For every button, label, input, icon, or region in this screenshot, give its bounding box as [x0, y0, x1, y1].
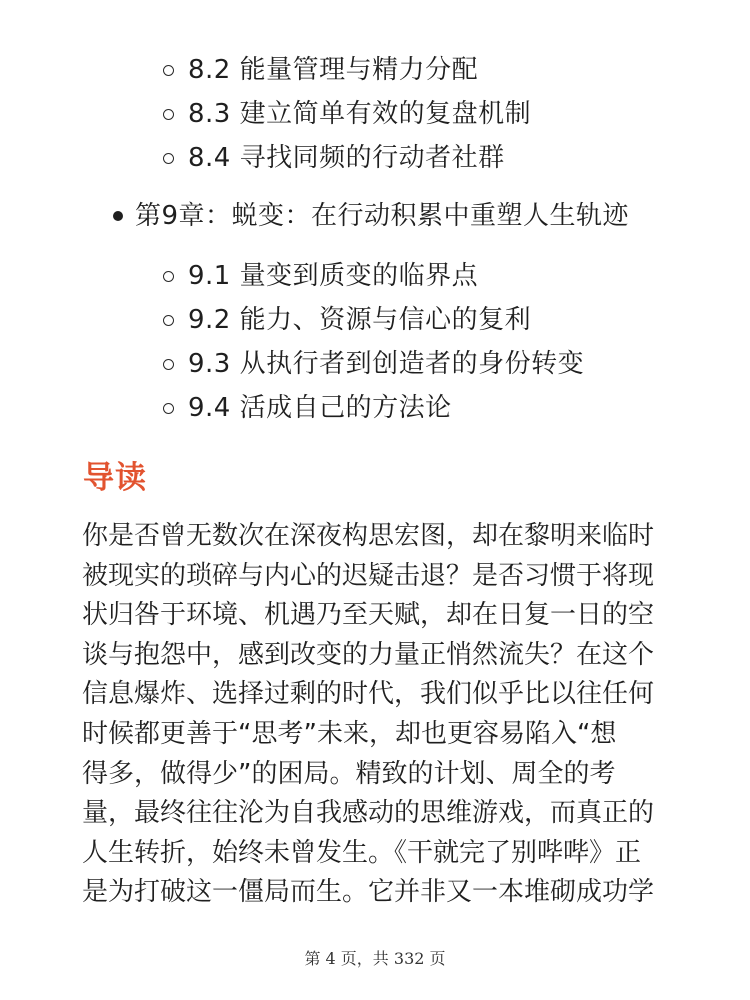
paragraph-line: 量，最终往往沦为自我感动的思维游戏，而真正的 [82, 798, 655, 829]
toc-item-label: 9.3 从执行者到创造者的身份转变 [188, 349, 585, 379]
toc-item-9-4[interactable] [188, 386, 452, 430]
intro-paragraph [82, 517, 682, 913]
toc-item-8-3[interactable] [188, 92, 531, 136]
paragraph-line: 状归咎于环境、机遇乃至天赋，却在日复一日的空 [82, 600, 655, 631]
filled-bullet-icon [113, 211, 123, 221]
hollow-bullet-icon [163, 153, 174, 164]
toc-item-chapter-9[interactable] [135, 194, 629, 238]
paragraph-line: 时候都更善于“思考”未来，却也更容易陷入“想 [82, 718, 617, 749]
toc-item-label: 第9章：蜕变：在行动积累中重塑人生轨迹 [135, 201, 630, 231]
toc-item-label: 9.2 能力、资源与信心的复利 [188, 305, 532, 335]
hollow-bullet-icon [163, 359, 174, 370]
paragraph-line: 是为打破这一僵局而生。它并非又一本堆砌成功学 [82, 877, 655, 908]
toc-item-9-3[interactable] [188, 342, 584, 386]
paragraph-line: 你是否曾无数次在深夜构思宏图，却在黎明来临时 [82, 521, 655, 551]
toc-item-label: 8.2 能量管理与精力分配 [188, 55, 479, 85]
section-heading: 导读 [83, 460, 147, 496]
hollow-bullet-icon [163, 271, 174, 282]
toc-item-9-2[interactable] [188, 298, 531, 342]
toc-item-8-4[interactable] [188, 136, 505, 180]
paragraph-line: 得多，做得少”的困局。精致的计划、周全的考 [82, 758, 616, 789]
hollow-bullet-icon [163, 315, 174, 326]
toc-item-label: 8.4 寻找同频的行动者社群 [188, 143, 505, 173]
paragraph-line: 信息爆炸、选择过剩的时代，我们似乎比以往任何 [82, 679, 655, 710]
toc-item-8-2[interactable] [188, 48, 478, 92]
toc-item-label: 8.3 建立简单有效的复盘机制 [188, 99, 532, 129]
paragraph-line: 谈与抱怨中，感到改变的力量正悄然流失？在这个 [82, 639, 655, 670]
page-number-footer: 第 4 页，共 332 页 [304, 949, 446, 968]
paragraph-line: 人生转折，始终未曾发生。《干就完了别哔哔》正 [82, 837, 642, 868]
hollow-bullet-icon [163, 65, 174, 76]
toc-item-9-1[interactable] [188, 254, 478, 298]
toc-item-label: 9.1 量变到质变的临界点 [188, 261, 479, 291]
hollow-bullet-icon [163, 109, 174, 120]
hollow-bullet-icon [163, 403, 174, 414]
toc-item-label: 9.4 活成自己的方法论 [188, 393, 452, 423]
paragraph-line: 被现实的琐碎与内心的迟疑击退？是否习惯于将现 [82, 560, 655, 591]
